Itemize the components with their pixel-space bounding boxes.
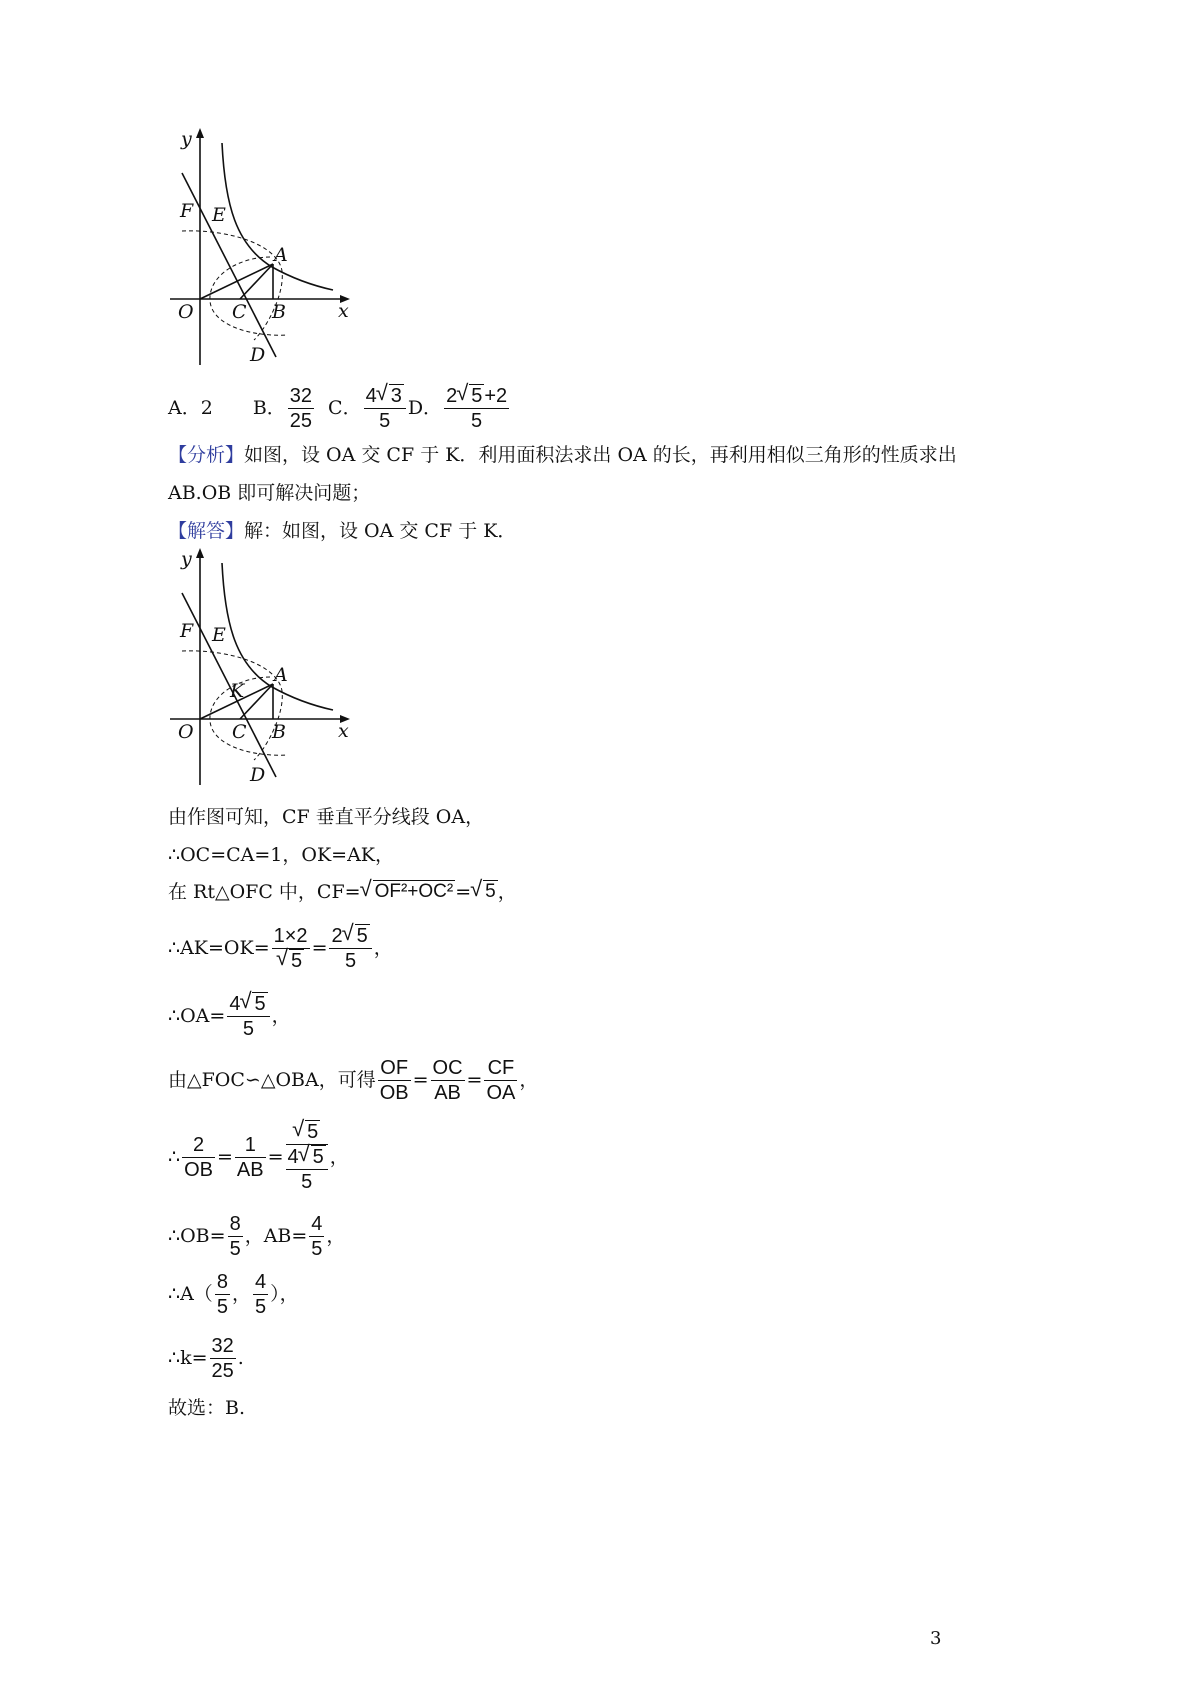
numerator: 8 bbox=[229, 1212, 241, 1235]
step-6-text: 由△FOC∽△OBA，可得 bbox=[168, 1069, 376, 1091]
option-c-radicand: 3 bbox=[390, 384, 402, 407]
step-5-text: ∴OA= bbox=[168, 1005, 226, 1027]
numerator-radicand: 5 bbox=[356, 924, 368, 947]
punctuation: ， bbox=[326, 1225, 346, 1247]
option-d-denominator: 5 bbox=[471, 409, 483, 432]
label-k: K bbox=[230, 680, 245, 702]
option-c-label: C． bbox=[328, 397, 362, 419]
step-1: 由作图可知，CF 垂直平分线段 OA， bbox=[168, 806, 485, 828]
option-b-denominator: 25 bbox=[289, 409, 313, 432]
page-number: 3 bbox=[930, 1628, 942, 1649]
punctuation: ）， bbox=[270, 1283, 299, 1305]
denominator: 5 bbox=[254, 1295, 267, 1318]
y-axis-arrow bbox=[196, 128, 204, 138]
punctuation: ， bbox=[373, 937, 393, 959]
label-c: C bbox=[232, 301, 247, 323]
nested-radicand: 5 bbox=[312, 1146, 324, 1168]
figure-2 bbox=[160, 545, 360, 790]
punctuation: ， bbox=[271, 1005, 291, 1027]
punctuation: ， bbox=[231, 1283, 251, 1305]
option-d-radicand: 5 bbox=[471, 384, 483, 407]
numerator: 4 bbox=[311, 1212, 323, 1235]
punctuation: . bbox=[237, 1347, 244, 1369]
numerator-radicand: 5 bbox=[254, 992, 266, 1015]
label-b: B bbox=[272, 721, 286, 743]
numerator: 1 bbox=[244, 1133, 256, 1156]
label-y: y bbox=[181, 128, 192, 150]
numerator: OC bbox=[432, 1056, 463, 1079]
equals-sign: = bbox=[455, 881, 472, 903]
step-3-result: 5 bbox=[485, 881, 496, 902]
label-a: A bbox=[274, 664, 288, 686]
option-d-fraction bbox=[444, 384, 509, 433]
step-6 bbox=[168, 1052, 538, 1108]
step-2: ∴OC=CA=1，OK=AK， bbox=[168, 844, 394, 866]
step-3 bbox=[168, 874, 517, 910]
numerator: 8 bbox=[216, 1270, 228, 1293]
label-e: E bbox=[212, 624, 226, 646]
step-3-radicand: OF²+OC² bbox=[374, 881, 454, 902]
nested-coef: 4 bbox=[287, 1146, 299, 1168]
step-4-text: ∴AK=OK= bbox=[168, 937, 270, 959]
label-f: F bbox=[180, 200, 194, 222]
step-4 bbox=[168, 920, 393, 976]
nested-denominator-value: 5 bbox=[301, 1171, 313, 1193]
step-3-text: 在 Rt△OFC 中，CF= bbox=[168, 881, 361, 903]
segment-ca bbox=[240, 264, 273, 299]
label-x: x bbox=[338, 300, 349, 322]
ratio-of-ob bbox=[378, 1056, 411, 1105]
step-8 bbox=[168, 1208, 345, 1264]
numerator-coef: 2 bbox=[331, 924, 343, 947]
denominator-radicand: 5 bbox=[291, 949, 303, 972]
denominator: AB bbox=[236, 1158, 264, 1181]
denominator: 5 bbox=[229, 1237, 241, 1260]
denominator: OA bbox=[486, 1081, 516, 1104]
option-d-coef: 2 bbox=[446, 384, 458, 407]
label-d: D bbox=[250, 344, 266, 366]
label-o: O bbox=[178, 721, 194, 743]
option-c-coef: 4 bbox=[365, 384, 377, 407]
step-9 bbox=[168, 1266, 299, 1322]
step-7-fraction-2 bbox=[235, 1133, 266, 1182]
sqrt-sign bbox=[377, 384, 404, 408]
step-7-complex-fraction bbox=[286, 1120, 328, 1194]
segment-oa bbox=[200, 264, 273, 299]
denominator: 5 bbox=[216, 1295, 228, 1318]
ob-value bbox=[228, 1212, 243, 1261]
label-d: D bbox=[250, 764, 266, 786]
equals-sign: = bbox=[412, 1069, 429, 1091]
denominator: OB bbox=[379, 1081, 409, 1104]
y-axis-arrow bbox=[196, 548, 204, 558]
segment-ca bbox=[240, 684, 273, 719]
ab-value bbox=[309, 1212, 324, 1261]
step-5 bbox=[168, 988, 291, 1044]
numerator-radicand: 5 bbox=[307, 1121, 319, 1143]
step-5-fraction bbox=[227, 992, 269, 1041]
punctuation: ， bbox=[497, 881, 517, 903]
analysis-text: 如图，设 OA 交 CF 于 K．利用面积法求出 OA 的长，再利用相似三角形的性质求出 bbox=[244, 444, 957, 466]
point-a-x bbox=[215, 1270, 230, 1319]
numerator: CF bbox=[487, 1056, 515, 1079]
point-a-y bbox=[253, 1270, 268, 1319]
step-8-text: ∴OB= bbox=[168, 1225, 226, 1247]
denominator: OB bbox=[184, 1158, 213, 1181]
k-value bbox=[210, 1334, 236, 1383]
numerator: 4 bbox=[254, 1270, 267, 1293]
step-7 bbox=[168, 1112, 349, 1202]
denominator: 5 bbox=[311, 1237, 323, 1260]
step-8-mid-text: ，AB= bbox=[244, 1225, 308, 1247]
equals-sign: = bbox=[217, 1146, 233, 1168]
denominator: 5 bbox=[242, 1017, 254, 1040]
ratio-oc-ab bbox=[431, 1056, 465, 1105]
numerator: 32 bbox=[211, 1334, 234, 1357]
label-a: A bbox=[274, 244, 288, 266]
step-10-text: ∴k= bbox=[168, 1347, 208, 1369]
analysis-line-2: AB.OB 即可解决问题； bbox=[168, 482, 371, 504]
options-line bbox=[168, 382, 511, 434]
step-4-fraction-1 bbox=[272, 924, 310, 973]
step-7-text: ∴ bbox=[168, 1146, 181, 1168]
figure-1 bbox=[160, 125, 360, 370]
sqrt-result bbox=[471, 880, 498, 904]
ratio-cf-oa bbox=[484, 1056, 517, 1105]
analysis-line-1 bbox=[168, 443, 957, 467]
sqrt-sign bbox=[457, 384, 484, 408]
equals-sign: = bbox=[466, 1069, 483, 1091]
analysis-tag: 【分析】 bbox=[168, 444, 245, 466]
equals-sign: = bbox=[311, 937, 328, 959]
numerator: OF bbox=[380, 1056, 409, 1079]
label-f: F bbox=[180, 620, 194, 642]
arc-left bbox=[182, 231, 282, 340]
label-o: O bbox=[178, 301, 194, 323]
numerator: 2 bbox=[192, 1133, 205, 1156]
label-b: B bbox=[272, 301, 286, 323]
equals-sign: = bbox=[267, 1146, 284, 1168]
option-d-label: D． bbox=[407, 397, 443, 419]
denominator: AB bbox=[434, 1081, 461, 1104]
denominator: 5 bbox=[345, 949, 357, 972]
answer-line bbox=[168, 519, 516, 543]
arc-left bbox=[182, 651, 282, 760]
answer-tag: 【解答】 bbox=[168, 520, 245, 542]
answer-text: 解：如图，设 OA 交 CF 于 K． bbox=[244, 520, 517, 542]
option-a: A．2 bbox=[168, 397, 213, 419]
nested-denominator bbox=[286, 1145, 328, 1194]
step-10 bbox=[168, 1330, 244, 1386]
denominator: 25 bbox=[211, 1359, 234, 1382]
step-9-text: ∴A（ bbox=[168, 1283, 213, 1305]
sqrt-cf bbox=[361, 880, 456, 904]
label-y: y bbox=[181, 548, 192, 570]
option-b-label: B． bbox=[252, 397, 286, 419]
punctuation: ， bbox=[329, 1146, 349, 1168]
punctuation: ， bbox=[519, 1069, 539, 1091]
step-7-fraction-1 bbox=[182, 1133, 215, 1182]
numerator-coef: 4 bbox=[229, 992, 241, 1015]
step-11: 故选：B. bbox=[168, 1397, 246, 1419]
option-c-denominator: 5 bbox=[379, 409, 391, 432]
label-x: x bbox=[338, 720, 349, 742]
hyperbola-curve bbox=[222, 143, 333, 290]
step-4-fraction-2 bbox=[329, 924, 371, 973]
label-c: C bbox=[232, 721, 247, 743]
option-b-fraction bbox=[288, 384, 314, 433]
label-e: E bbox=[212, 204, 226, 226]
option-d-plus: +2 bbox=[484, 384, 508, 407]
option-b-numerator: 32 bbox=[289, 384, 313, 407]
numerator: 1×2 bbox=[273, 924, 308, 947]
option-c-fraction bbox=[364, 384, 406, 433]
